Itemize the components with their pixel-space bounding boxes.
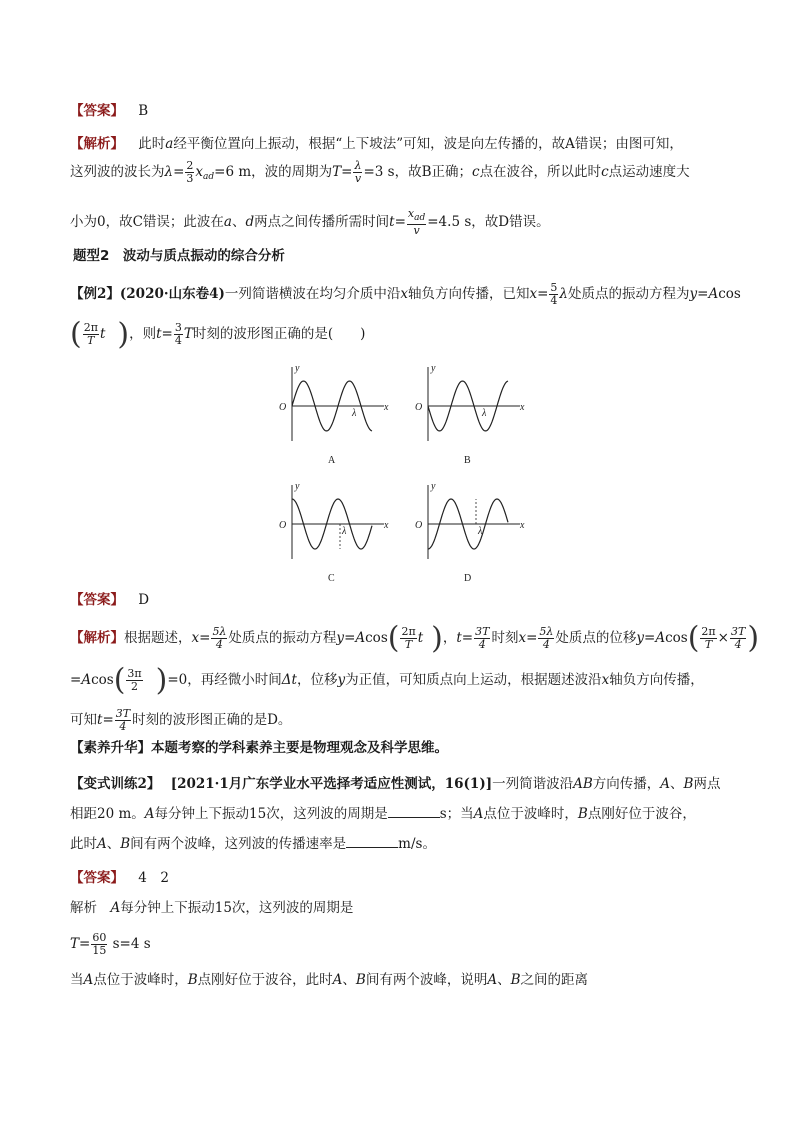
axis-label-x: x xyxy=(384,402,389,413)
text: ，位移 xyxy=(296,672,338,688)
text: 点刚好位于波谷，此时 xyxy=(197,972,333,988)
explanation-2-line-1 xyxy=(70,620,760,656)
fraction xyxy=(549,282,558,307)
text: 轴负方向传播，已知 xyxy=(407,286,530,302)
var: y xyxy=(636,630,645,646)
denominator: v xyxy=(354,172,362,185)
denominator: 2 xyxy=(131,680,139,693)
text: 可知 xyxy=(70,712,97,728)
var: A xyxy=(487,972,498,988)
var: AB xyxy=(573,776,593,792)
text: 轴负方向传播， xyxy=(609,672,704,688)
fraction xyxy=(400,626,416,651)
text: 一列简谐横波在均匀介质中沿 xyxy=(224,286,401,302)
explanation-3-line-2 xyxy=(70,932,151,957)
text: = xyxy=(344,630,356,646)
axis-label-x: x xyxy=(384,520,389,531)
text: 时刻的波形图正确的是D。 xyxy=(132,712,292,728)
axis-label-y: y xyxy=(295,363,300,374)
text: 两点 xyxy=(693,776,721,792)
text: 时刻 xyxy=(491,630,519,646)
numerator: 3π xyxy=(127,667,142,680)
fraction xyxy=(353,160,362,185)
option-label: A xyxy=(328,455,336,466)
explanation-tag: 【解析】 xyxy=(70,136,124,152)
denominator: 15 xyxy=(92,944,107,957)
var: B xyxy=(683,776,694,792)
var: T xyxy=(332,164,342,180)
text: cos xyxy=(665,630,688,646)
axis-label-x: x xyxy=(520,520,525,531)
var: A xyxy=(144,806,155,822)
text: 这列波的波长为 xyxy=(70,164,165,180)
text: m/s。 xyxy=(398,836,436,852)
variant-source: [2021·1月广东学业水平选择考适应性测试，16(1)] xyxy=(170,776,493,792)
text: s=4 s xyxy=(108,936,151,952)
var: A xyxy=(473,806,484,822)
origin-label: O xyxy=(415,520,423,531)
explanation-2-line-3 xyxy=(70,708,291,733)
var: x xyxy=(400,286,408,302)
right-paren: ) xyxy=(747,620,760,656)
var: λ xyxy=(559,286,568,302)
text: = xyxy=(461,630,474,646)
answer-value: 4 2 xyxy=(138,870,169,886)
var: A xyxy=(655,630,666,646)
text: = xyxy=(70,672,82,688)
var: A xyxy=(110,900,121,916)
text: 两点之间传播所需时间 xyxy=(254,214,390,230)
variant-2-line-1 xyxy=(70,774,720,794)
text: = xyxy=(644,630,656,646)
var: y xyxy=(336,630,345,646)
var: a xyxy=(165,136,174,152)
var: x xyxy=(191,630,200,646)
text: 点刚好位于波谷， xyxy=(587,806,696,822)
fraction xyxy=(407,208,426,237)
variant-2-line-2 xyxy=(70,804,696,824)
numerator: 3T xyxy=(115,707,131,720)
text: = xyxy=(79,936,91,952)
text: 小为0，故C错误；此波在 xyxy=(70,214,224,230)
variant-tag: 【变式训练2】 xyxy=(70,776,161,792)
var: T xyxy=(183,326,193,342)
text: = xyxy=(102,712,114,728)
denominator: 4 xyxy=(174,334,182,347)
numerator: 2π xyxy=(83,321,98,334)
fraction xyxy=(185,160,194,185)
text: 方向传播， xyxy=(592,776,661,792)
answer-value: B xyxy=(138,103,149,119)
denominator: 4 xyxy=(734,638,742,651)
var: t xyxy=(417,630,424,646)
text: 、 xyxy=(231,214,246,230)
denominator: 3 xyxy=(186,172,194,185)
literacy-note xyxy=(70,738,448,758)
var: t xyxy=(156,326,162,342)
explanation-1-line-1 xyxy=(70,134,683,154)
var: y xyxy=(689,286,698,302)
denominator: 4 xyxy=(215,638,223,651)
origin-label: O xyxy=(415,402,423,413)
text: 、 xyxy=(106,836,121,852)
numerator: 2 xyxy=(186,159,194,172)
text: = xyxy=(161,326,173,342)
fraction xyxy=(115,708,131,733)
var: T xyxy=(70,936,80,952)
answer-1 xyxy=(70,101,148,121)
var: x xyxy=(195,164,203,180)
fraction xyxy=(730,626,746,651)
var: A xyxy=(83,972,94,988)
left-paren: ( xyxy=(387,620,400,656)
text: cos xyxy=(365,630,388,646)
var: t xyxy=(389,214,395,230)
var: A xyxy=(332,972,343,988)
numerator: 2π xyxy=(401,625,416,638)
text: 点位于波峰时， xyxy=(93,972,188,988)
var: A xyxy=(81,672,92,688)
text: 根据题述， xyxy=(124,630,192,646)
option-label: C xyxy=(328,573,335,584)
denominator: T xyxy=(404,638,413,651)
axis-label-y: y xyxy=(431,481,436,492)
denominator: 4 xyxy=(478,638,486,651)
numerator: λ xyxy=(354,159,362,172)
var: x xyxy=(518,630,527,646)
example-2-line-2 xyxy=(70,316,366,352)
text: 处质点的振动方程为 xyxy=(567,286,690,302)
numerator: 60 xyxy=(92,931,107,944)
answer-blank xyxy=(346,835,398,848)
option-label: D xyxy=(464,573,472,584)
var: B xyxy=(355,972,366,988)
answer-blank xyxy=(388,805,440,818)
fraction xyxy=(538,626,554,651)
numerator: 2π xyxy=(701,625,716,638)
fraction xyxy=(174,322,183,347)
var: t xyxy=(97,712,103,728)
example-tag: 【例2】 xyxy=(70,286,120,302)
text: 间有两个波峰，这列波的传播速率是 xyxy=(130,836,347,852)
fraction xyxy=(700,626,716,651)
fraction xyxy=(83,322,99,347)
right-paren: ) xyxy=(431,620,443,656)
text: = xyxy=(173,164,185,180)
text: ， xyxy=(442,630,457,646)
text: × xyxy=(717,630,729,646)
wave-figures xyxy=(270,362,530,587)
text: = xyxy=(697,286,709,302)
text: 、 xyxy=(497,972,511,988)
text: 一列简谐波沿 xyxy=(492,776,574,792)
text: 点在波谷，所以此时 xyxy=(479,164,602,180)
axis-label-x: x xyxy=(520,402,525,413)
subscript: ad xyxy=(203,172,215,182)
left-paren: ( xyxy=(70,316,82,352)
fraction xyxy=(211,626,227,651)
numerator: 5 xyxy=(550,281,558,294)
answer-2 xyxy=(70,590,149,610)
text: 、 xyxy=(670,776,684,792)
left-paren: ( xyxy=(687,620,700,656)
variant-2-line-3 xyxy=(70,834,436,854)
var: A xyxy=(660,776,671,792)
var: B xyxy=(510,972,521,988)
literacy-text: 本题考察的学科素养主要是物理观念及科学思维。 xyxy=(151,740,448,756)
section-heading: 题型2 波动与质点振动的综合分析 xyxy=(73,248,285,264)
wavelength-label: λ xyxy=(478,526,483,537)
text: 点位于波峰时， xyxy=(483,806,578,822)
var: B xyxy=(577,806,588,822)
origin-label: O xyxy=(279,402,287,413)
var: A xyxy=(97,836,107,852)
text: 处质点的位移 xyxy=(555,630,637,646)
text: 为正值，可知质点向上运动，根据题述波沿 xyxy=(345,672,602,688)
answer-tag: 【答案】 xyxy=(70,592,124,608)
text: 、 xyxy=(342,972,356,988)
var: c xyxy=(472,164,480,180)
var: B xyxy=(187,972,198,988)
answer-tag: 【答案】 xyxy=(70,870,124,886)
denominator: T xyxy=(87,334,95,347)
text: 此时 xyxy=(70,836,97,852)
answer-value: D xyxy=(138,592,150,608)
literacy-tag: 【素养升华】 xyxy=(70,740,151,756)
text: 时刻的波形图正确的是( ) xyxy=(192,326,366,342)
text: 解析 xyxy=(70,900,111,916)
explanation-3-line-1 xyxy=(70,898,353,918)
explanation-tag: 【解析】 xyxy=(70,630,124,646)
var: t xyxy=(456,630,462,646)
wavelength-label: λ xyxy=(482,408,487,419)
example-source: (2020·山东卷4) xyxy=(119,286,225,302)
denominator: T xyxy=(704,638,713,651)
answer-tag: 【答案】 xyxy=(70,103,124,119)
numerator: 5λ xyxy=(212,625,227,638)
text: =3 s，故B正确； xyxy=(363,164,472,180)
denominator: v xyxy=(413,224,420,237)
explanation-1-line-3 xyxy=(70,208,550,237)
text: 间有两个波峰，说明 xyxy=(365,972,488,988)
var: t xyxy=(99,326,106,342)
var: a xyxy=(223,214,232,230)
text: = xyxy=(341,164,353,180)
var: c xyxy=(601,164,609,180)
var: x xyxy=(601,672,610,688)
var: d xyxy=(245,214,255,230)
numerator: 3T xyxy=(730,625,746,638)
text: 点运动速度大 xyxy=(608,164,690,180)
text: = xyxy=(199,630,211,646)
text: 处质点的振动方程 xyxy=(228,630,337,646)
var: x xyxy=(529,286,538,302)
var: λ xyxy=(164,164,174,180)
text: s；当 xyxy=(439,806,474,822)
numerator: 3T xyxy=(475,625,490,638)
fraction xyxy=(126,668,142,693)
text: ，则 xyxy=(129,326,157,342)
numerator: 3 xyxy=(174,321,182,334)
var: y xyxy=(337,672,346,688)
fraction xyxy=(474,626,490,651)
var: Δt xyxy=(281,672,297,688)
denominator: 4 xyxy=(542,638,550,651)
var: B xyxy=(120,836,131,852)
left-paren: ( xyxy=(113,662,126,698)
example-2-line-1 xyxy=(70,282,741,307)
axis-label-y: y xyxy=(295,481,300,492)
text: 相距20 m。 xyxy=(70,806,145,822)
text: 此时 xyxy=(138,136,166,152)
text: 当 xyxy=(70,972,84,988)
denominator: 4 xyxy=(550,294,558,307)
subscript: ad xyxy=(414,213,426,223)
axis-label-y: y xyxy=(431,363,436,374)
text: = xyxy=(537,286,549,302)
option-label: B xyxy=(464,455,471,466)
explanation-2-line-2 xyxy=(70,662,704,698)
wavelength-label: λ xyxy=(352,408,357,419)
text: cos xyxy=(718,286,741,302)
text: 每分钟上下振动15次，这列波的周期是 xyxy=(120,900,354,916)
explanation-3-line-3 xyxy=(70,970,588,990)
wavelength-label: λ xyxy=(342,526,347,537)
text: = xyxy=(394,214,406,230)
text: 经平衡位置向上振动，根据“上下坡法”可知，波是向左传播的，故A错误；由图可知， xyxy=(173,136,683,152)
explanation-1-line-2 xyxy=(70,160,690,187)
text: 之间的距离 xyxy=(520,972,589,988)
text: =6 m，波的周期为 xyxy=(214,164,333,180)
numerator: x xyxy=(407,207,415,220)
text: cos xyxy=(91,672,114,688)
origin-label: O xyxy=(279,520,287,531)
var: A xyxy=(355,630,366,646)
text: = xyxy=(526,630,538,646)
text: =4.5 s，故D错误。 xyxy=(427,214,550,230)
fraction xyxy=(91,932,107,957)
right-paren: ) xyxy=(117,316,130,352)
right-paren: ) xyxy=(155,662,168,698)
text: 每分钟上下振动15次，这列波的周期是 xyxy=(154,806,388,822)
var: A xyxy=(708,286,719,302)
text: =0，再经微小时间 xyxy=(167,672,282,688)
answer-3 xyxy=(70,868,169,888)
denominator: 4 xyxy=(119,720,127,733)
numerator: 5λ xyxy=(539,625,554,638)
